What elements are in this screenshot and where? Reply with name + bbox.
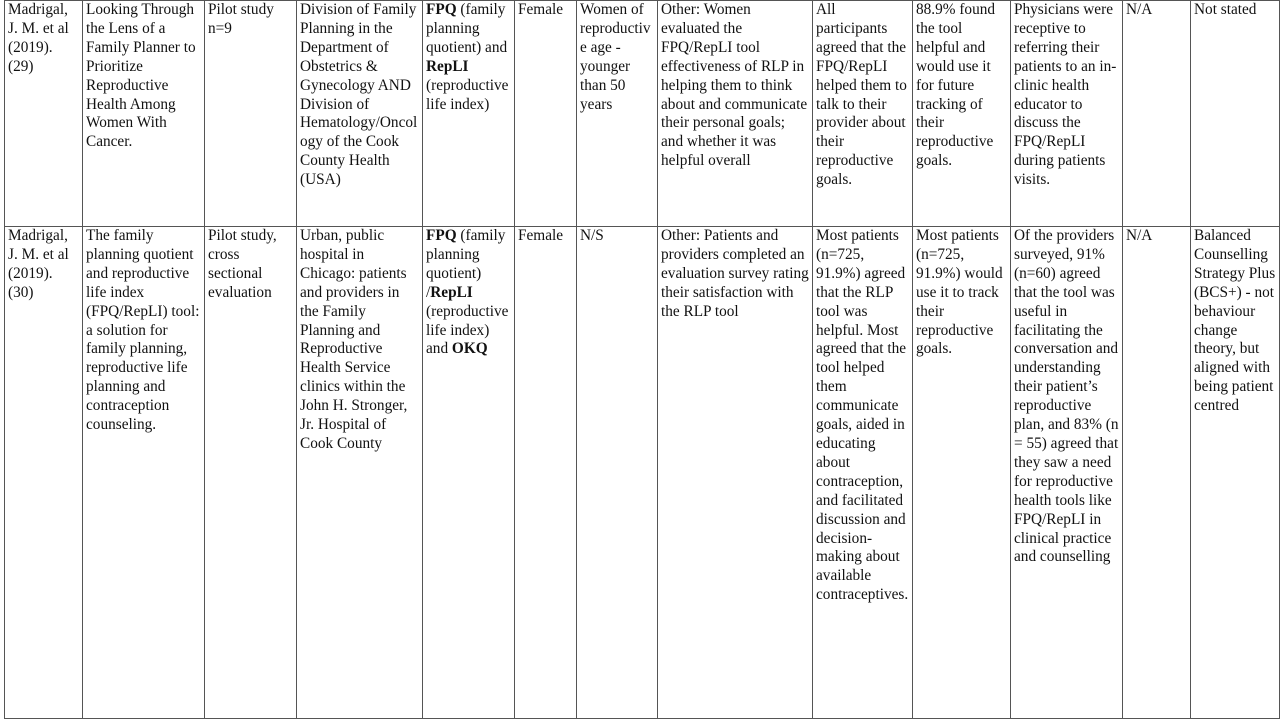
tool-cell: [423, 227, 515, 719]
gender-cell: Female: [515, 227, 577, 719]
result-cell: Most patients (n=725, 91.9%) agreed that the RLP tool was helpful. Most agreed that the tool helped them communicate goals, aided in educating about contraception, and facilitated discussion and decision-making about available contraceptives.: [813, 227, 913, 719]
tool-fpq: FPQ: [426, 1, 457, 18]
author-cell: Madrigal, J. M. et al (2019). (29): [5, 1, 83, 227]
na-cell: N/A: [1123, 1, 1191, 227]
author-cell: Madrigal, J. M. et al (2019). (30): [5, 227, 83, 719]
population-cell: Women of reproductive age - younger than 50 years: [577, 1, 658, 227]
tool-fpq-desc: (family planning quotient) /: [426, 227, 506, 301]
table-row: [5, 1, 1280, 227]
tool-repli-desc: (reproductive life index) and: [426, 302, 509, 358]
setting-cell: Urban, public hospital in Chicago: patients and providers in the Family Planning and Reproductive Health Service clinics within the John H. Stronger, Jr. Hospital of Cook County: [297, 227, 423, 719]
tool-fpq: FPQ: [426, 227, 457, 244]
outcome-cell: Other: Patients and providers completed an evaluation survey rating their satisfaction with the RLP tool: [658, 227, 813, 719]
setting-cell: Division of Family Planning in the Department of Obstetrics & Gynecology AND Division of Hematology/Oncology of the Cook County Health (USA): [297, 1, 423, 227]
tool-fpq-desc: (family planning quotient) and: [426, 1, 508, 56]
na-cell: N/A: [1123, 227, 1191, 719]
outcome-cell: Other: Women evaluated the FPQ/RepLI tool effectiveness of RLP in helping them to think about and communicate their personal goals; and whether it was helpful overall: [658, 1, 813, 227]
result-cell: Of the providers surveyed, 91% (n=60) agreed that the tool was useful in facilitating the conversation and understanding their patient’s reproductive plan, and 83% (n = 55) agreed that they saw a need for reproductive health tools like FPQ/RepLI in clinical practice and counselling: [1011, 227, 1123, 719]
theory-cell: Balanced Counselling Strategy Plus (BCS+) - not behaviour change theory, but aligned with being patient centred: [1191, 227, 1280, 719]
tool-okq: OKQ: [451, 340, 488, 358]
title-cell: The family planning quotient and reproductive life index (FPQ/RepLI) tool: a solution for family planning, reproductive life planning and contraception counseling.: [83, 227, 205, 719]
theory-cell: Not stated: [1191, 1, 1280, 227]
population-cell: N/S: [577, 227, 658, 719]
studies-table: [4, 0, 1280, 719]
tool-repli-desc: (reproductive life index): [426, 76, 509, 113]
design-cell: Pilot study n=9: [205, 1, 297, 227]
design-cell: Pilot study, cross sectional evaluation: [205, 227, 297, 719]
table-row: [5, 227, 1280, 719]
tool-repli: RepLI: [430, 283, 473, 301]
result-cell: Physicians were receptive to referring their patients to an in-clinic health educator to discuss the FPQ/RepLI during patients visits.: [1011, 1, 1123, 227]
result-cell: Most patients (n=725, 91.9%) would use it to track their reproductive goals.: [913, 227, 1011, 719]
tool-repli: RepLI: [426, 57, 469, 75]
gender-cell: Female: [515, 1, 577, 227]
result-cell: All participants agreed that the FPQ/RepLI helped them to talk to their provider about their reproductive goals.: [813, 1, 913, 227]
title-cell: Looking Through the Lens of a Family Planner to Prioritize Reproductive Health Among Women With Cancer.: [83, 1, 205, 227]
result-cell: 88.9% found the tool helpful and would use it for future tracking of their reproductive goals.: [913, 1, 1011, 227]
tool-cell: [423, 1, 515, 227]
